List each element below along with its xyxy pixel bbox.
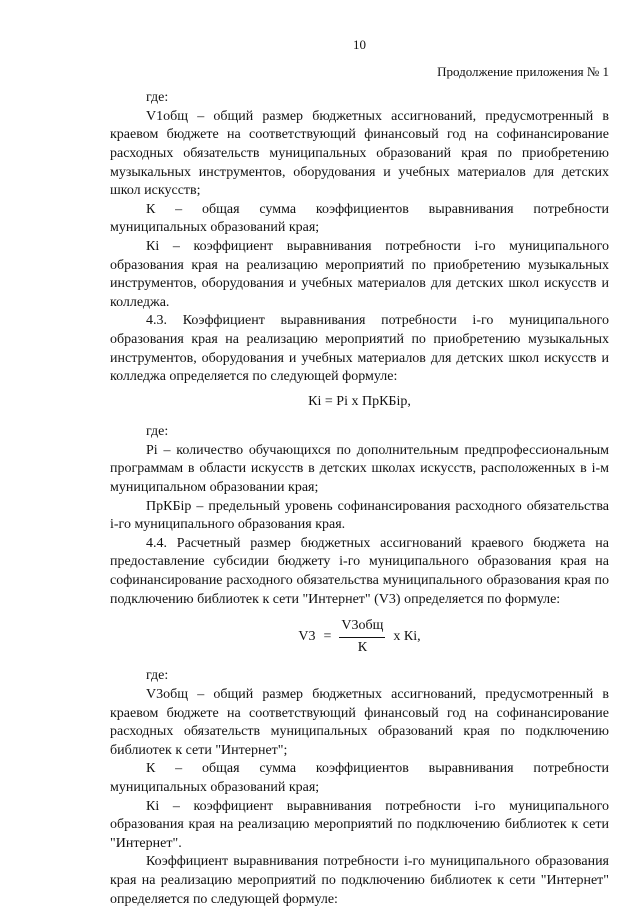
formula-v3-fraction — [339, 617, 385, 657]
formula-v3-eq: = — [323, 629, 332, 645]
paragraph-prkb-definition: ПрКБiр – предельный уровень софинансирования расходного обязательства i-го муниципального образования края. — [110, 498, 609, 533]
paragraph-where-3: где: — [146, 668, 169, 684]
formula-v3 — [110, 617, 609, 657]
page-number: 10 — [353, 37, 366, 52]
paragraph-pi-definition: Рi – количество обучающихся по дополнительным предпрофессиональным программам в области искусств в детских школах искусств, расположенных в i-м муниципальном образовании края; — [110, 442, 609, 496]
paragraph-4-3: 4.3. Коэффициент выравнивания потребности i-го муниципального образования края на реализацию мероприятий по приобретению музыкальных инструментов, оборудования и учебных материалов для детских школ искусств и колледжа определяется по следующей формуле: — [110, 313, 609, 385]
paragraph-ki-definition-1: Кi – коэффициент выравнивания потребности i-го муниципального образования края на реализацию мероприятий по приобретению музыкальных инструментов, оборудования и учебных материалов для детских школ искусств и колледжа. — [110, 238, 609, 310]
paragraph-where-1: где: — [146, 90, 169, 106]
paragraph-4-4: 4.4. Расчетный размер бюджетных ассигнований краевого бюджета на предоставление субсидии бюджету i-го муниципального образования края на софинансирование расходного обязательства муниципального образования края по подключению библиотек к сети "Интернет" (V3) определяется по формуле: — [110, 535, 609, 607]
paragraph-v1-definition: V1общ – общий размер бюджетных ассигнований, предусмотренный в краевом бюджете на соответствующий финансовый год на софинансирование расходных обязательств муниципальных образований края по приобретению музыкальных инструментов, оборудования и учебных материалов для детских школ искусств; — [110, 108, 609, 199]
continuation-header: Продолжение приложения № 1 — [437, 63, 609, 79]
formula-v3-lhs: V3 — [298, 629, 316, 645]
paragraph-k-definition-1: К – общая сумма коэффициентов выравнивания потребности муниципальных образований края; — [110, 201, 609, 236]
paragraph-ki-definition-2: Кi – коэффициент выравнивания потребности i-го муниципального образования края на реализацию мероприятий по подключению библиотек к сети "Интернет". — [110, 798, 609, 851]
formula-v3-denominator: К — [357, 639, 368, 655]
formula-v3-numerator: V3общ — [339, 617, 385, 638]
paragraph-where-2: где: — [146, 424, 169, 440]
formula-v3-rhs: х Кi, — [393, 629, 421, 645]
paragraph-k-definition-2: К – общая сумма коэффициентов выравнивания потребности муниципальных образований края; — [110, 761, 609, 795]
paragraph-v3-definition: V3общ – общий размер бюджетных ассигнований, предусмотренный в краевом бюджете на соответствующий финансовый год на софинансирование расходных обязательств муниципальных образований края по подключению библиотек к сети "Интернет"; — [110, 687, 609, 758]
formula-ki: Кi = Рi х ПрКБiр, — [308, 393, 411, 409]
paragraph-coefficient-internet: Коэффициент выравнивания потребности i-го муниципального образования края на реализацию мероприятий по подключению библиотек к сети "Интернет" определяется по следующей формуле: — [110, 854, 609, 907]
